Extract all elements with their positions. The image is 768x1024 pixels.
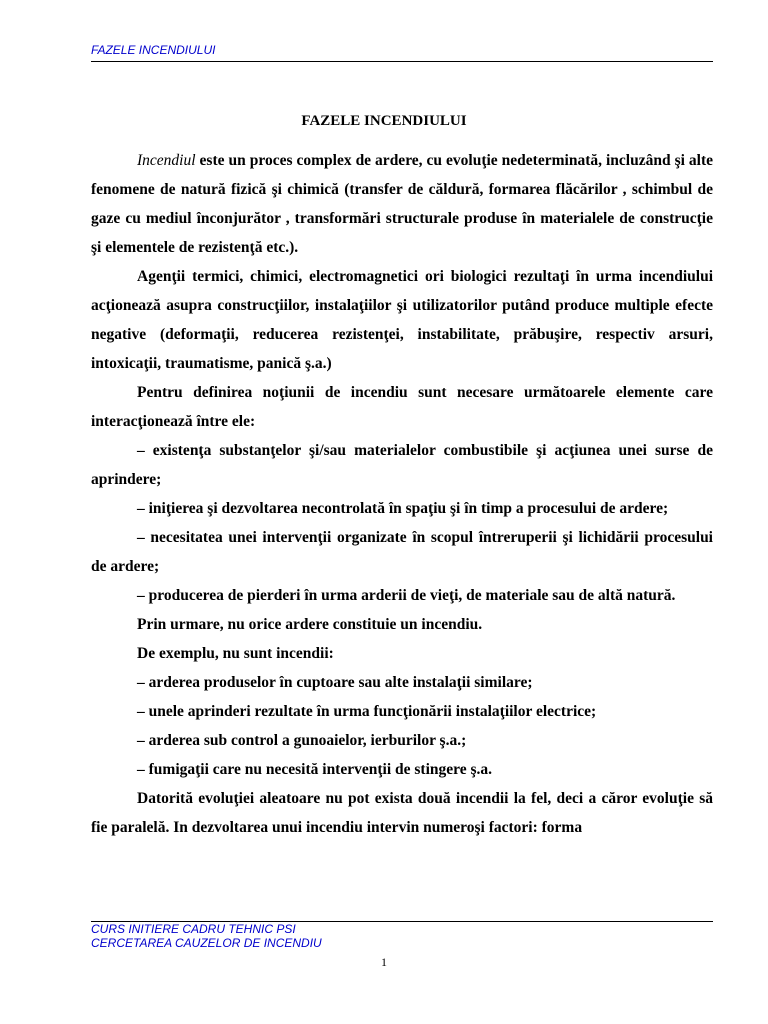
definition-list-item: – producerea de pierderi în urma arderii de vieţi, de materiale sau de altă natură. (137, 587, 676, 604)
running-header-title: FAZELE INCENDIULUI (91, 43, 216, 57)
definition-list-item: – iniţierea şi dezvoltarea necontrolată în spaţiu şi în timp a procesului de ardere; (137, 500, 669, 517)
example-list-item: – unele aprinderi rezultate în urma funcţionării instalaţiilor electrice; (137, 703, 597, 720)
page-footer (91, 921, 713, 950)
definition-list-item: – necesitatea unei intervenţii organizate în scopul întreruperii şi lichidării procesului de ardere; (91, 529, 713, 575)
evolution-paragraph: Datorită evoluţiei aleatoare nu pot exista două incendii la fel, deci a căror evoluţie să fie paralelă. In dezvoltarea unui incendiu intervin numeroşi factori: forma (91, 790, 713, 836)
footer-section-title: CERCETAREA CAUZELOR DE INCENDIU (91, 936, 322, 950)
consequence-paragraph: Prin urmare, nu orice ardere constituie un incendiu. (137, 616, 483, 633)
definition-list-item: – existenţa substanţelor şi/sau materialelor combustibile şi acţiunea unei surse de aprindere; (91, 442, 713, 488)
page-header (91, 43, 713, 62)
footer-course-title: CURS INITIERE CADRU TEHNIC PSI (91, 922, 296, 936)
document-title: FAZELE INCENDIULUI (301, 113, 467, 129)
example-list-item: – arderea sub control a gunoaielor, ierburilor ş.a.; (137, 732, 467, 749)
example-list-item: – arderea produselor în cuptoare sau alte instalaţii similare; (137, 674, 533, 691)
page-number: 1 (381, 955, 387, 969)
document-body (91, 146, 713, 842)
example-intro-paragraph: De exemplu, nu sunt incendii: (137, 645, 334, 662)
agents-paragraph: Agenţii termici, chimici, electromagnetici ori biologici rezultaţi în urma incendiului acţionează asupra construcţiilor, instalaţiilor şi utilizatorilor putând produce multiple efecte negative (deformaţii, reducerea rezistenţei, instabilitate, prăbuşire, respectiv arsuri, intoxicaţii, traumatisme, panică ş.a.) (91, 268, 713, 372)
intro-lead-term: Incendiul (137, 152, 196, 169)
definition-paragraph: Pentru definirea noţiunii de incendiu sunt necesare următoarele elemente care interacţionează între ele: (91, 384, 713, 430)
example-list-item: – fumigaţii care nu necesită intervenţii de stingere ş.a. (137, 761, 493, 778)
intro-paragraph-text: este un proces complex de ardere, cu evoluţie nedeterminată, incluzând şi alte fenomene de natură fizică şi chimică (transfer de căldură, formarea flăcărilor , schimbul de gaze cu mediul înconjurător , transformări structurale produse în materialele de construcţie şi elementele de rezistenţă etc.). (91, 152, 713, 256)
intro-paragraph (91, 146, 713, 262)
